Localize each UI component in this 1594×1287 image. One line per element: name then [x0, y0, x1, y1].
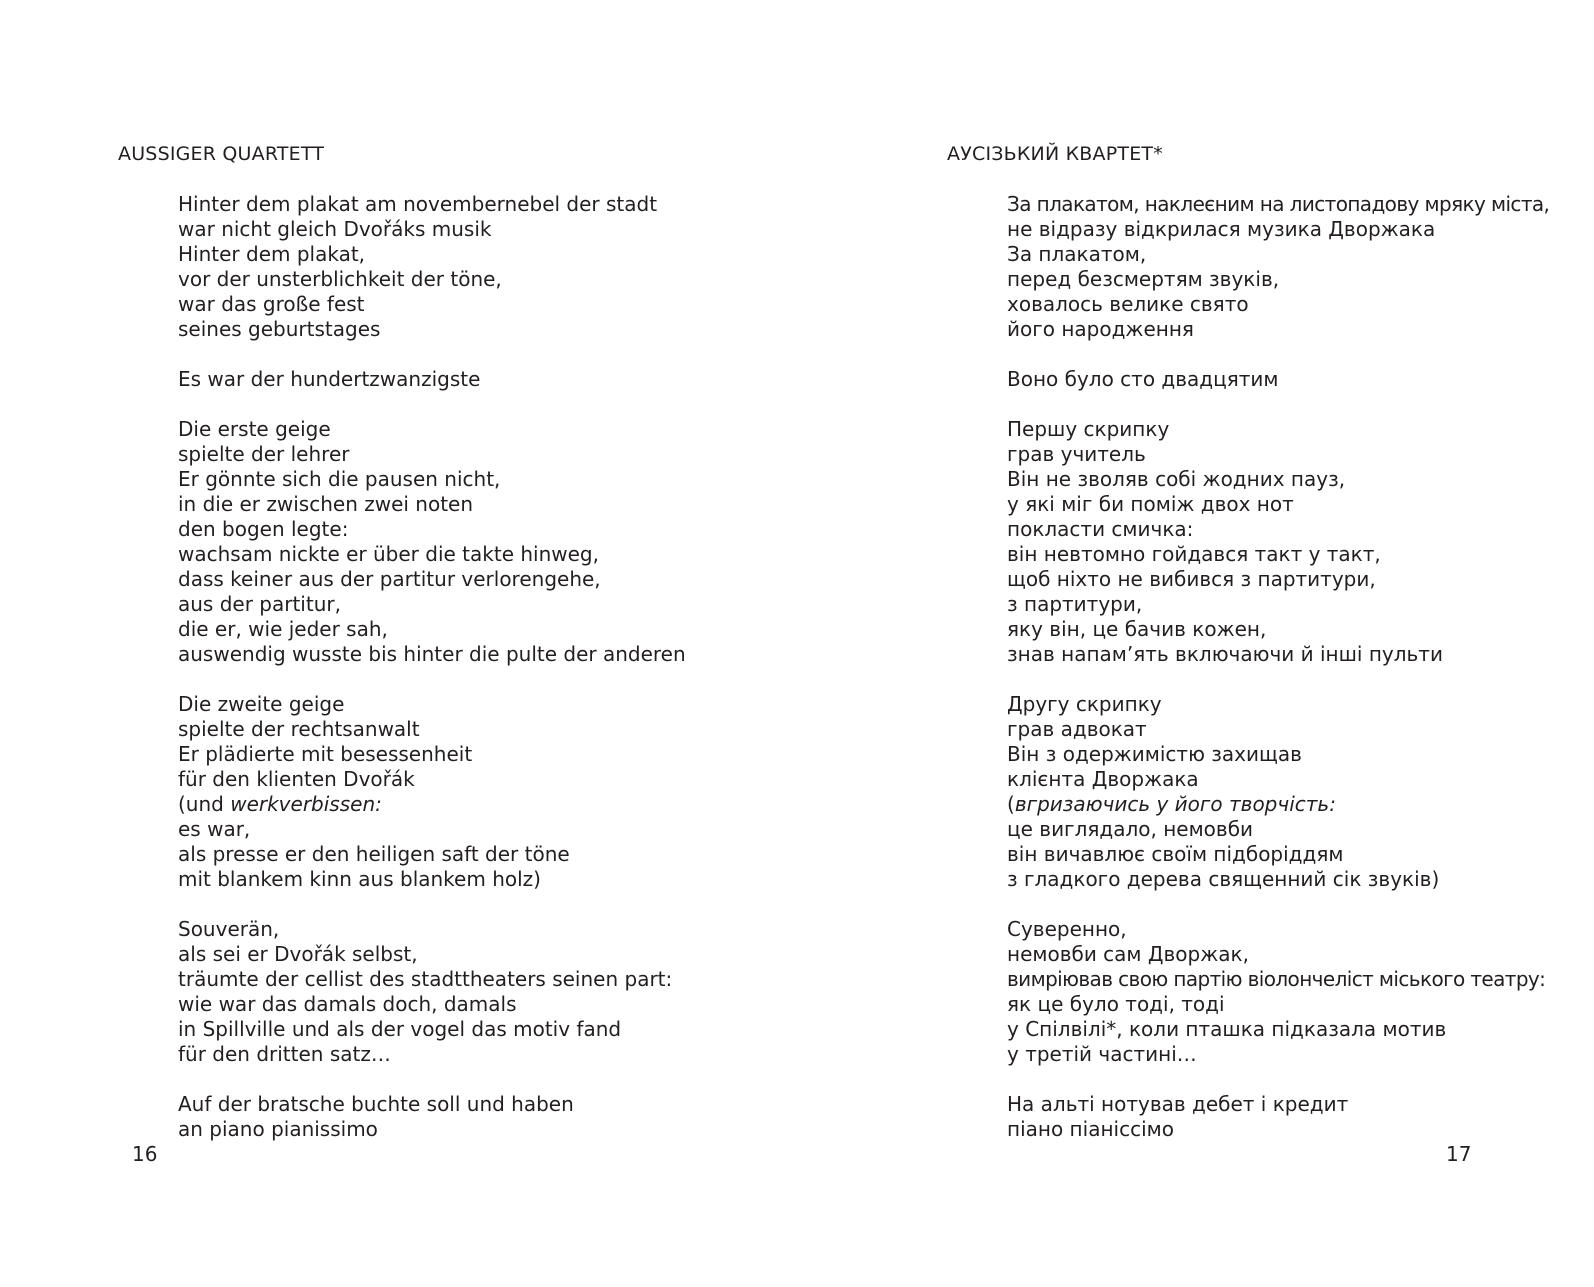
stanza-3 [178, 417, 686, 667]
stanza-2 [1007, 367, 1549, 392]
stanza-5 [1007, 917, 1549, 1067]
verse-line-mixed [1007, 792, 1549, 817]
verse-line: Він не зволяв собі жодних пауз, [1007, 467, 1346, 491]
verse-segment-italic: вгризаючись у його творчість: [1014, 792, 1336, 816]
verse-line: als sei er Dvořák selbst, [178, 942, 418, 966]
poem-title-ukrainian: АУСІЗЬКИЙ КВАРТЕТ* [947, 143, 1163, 165]
verse-line: dass keiner aus der partitur verlorengehe, [178, 567, 601, 591]
page-number-right: 17 [1446, 1142, 1472, 1166]
verse-line: die er, wie jeder sah, [178, 617, 388, 641]
verse-line: щоб ніхто не вибився з партитури, [1007, 567, 1376, 591]
verse-line: es war, [178, 817, 251, 841]
stanza-1 [1007, 192, 1549, 342]
verse-line: яку він, це бачив кожен, [1007, 617, 1267, 641]
stanza-4 [178, 692, 686, 892]
verse-line: покласти смичка: [1007, 517, 1194, 541]
verse-line: у третій частині… [1007, 1042, 1197, 1066]
verse-line: грав учитель [1007, 442, 1146, 466]
verse-line: Es war der hundertzwanzigste [178, 367, 481, 391]
verse-line: aus der partitur, [178, 592, 341, 616]
verse-line: Er gönnte sich die pausen nicht, [178, 467, 501, 491]
verse-line: Hinter dem plakat, [178, 242, 366, 266]
stanza-4 [1007, 692, 1549, 892]
verse-line: spielte der lehrer [178, 442, 350, 466]
verse-line: Er plädierte mit besessenheit [178, 742, 473, 766]
verse-line: spielte der rechtsanwalt [178, 717, 420, 741]
verse-line: war das große fest [178, 292, 365, 316]
poem-body-ukrainian [1007, 192, 1549, 1142]
verse-line: Суверенно, [1007, 917, 1127, 941]
verse-line: клієнта Дворжака [1007, 767, 1199, 791]
stanza-6 [1007, 1092, 1549, 1142]
verse-line: Він з одержимістю захищав [1007, 742, 1302, 766]
verse-line: Auf der bratsche buchte soll und haben [178, 1092, 574, 1116]
poem-title-german: AUSSIGER QUARTETT [118, 143, 325, 165]
verse-line: wie war das damals doch, damals [178, 992, 517, 1016]
verse-line: mit blankem kinn aus blankem holz) [178, 867, 541, 891]
verse-segment: ( [1007, 792, 1015, 816]
stanza-2 [178, 367, 686, 392]
stanza-3 [1007, 417, 1549, 667]
verse-line: als presse er den heiligen saft der töne [178, 842, 570, 866]
verse-line: у які міг би поміж двох нот [1007, 492, 1294, 516]
verse-line: у Спілвілі*, коли пташка підказала мотив [1007, 1017, 1447, 1041]
verse-line: знав напам’ять включаючи й інші пульти [1007, 642, 1443, 666]
verse-line: це виглядало, немовби [1007, 817, 1254, 841]
verse-line-mixed [178, 792, 686, 817]
verse-line: Die zweite geige [178, 692, 345, 716]
right-page [797, 0, 1594, 1287]
poem-body-german [178, 192, 686, 1142]
verse-line: грав адвокат [1007, 717, 1147, 741]
verse-line: перед безсмертям звуків, [1007, 267, 1280, 291]
verse-line: auswendig wusste bis hinter die pulte der anderen [178, 642, 686, 666]
verse-line: für den dritten satz… [178, 1042, 391, 1066]
verse-line: Souverän, [178, 917, 280, 941]
stanza-1 [178, 192, 686, 342]
verse-line: Першу скрипку [1007, 417, 1170, 441]
verse-line: він невтомно гойдався такт у такт, [1007, 542, 1381, 566]
verse-line: seines geburtstages [178, 317, 381, 341]
verse-line: Die erste geige [178, 417, 331, 441]
verse-line: з гладкого дерева священний сік звуків) [1007, 867, 1440, 891]
verse-line: За плакатом, [1007, 242, 1147, 266]
verse-line: vor der unsterblichkeit der töne, [178, 267, 502, 291]
page-number-left: 16 [132, 1142, 158, 1166]
verse-line: Hinter dem plakat am novembernebel der stadt [178, 192, 658, 216]
verse-segment: (und [178, 792, 231, 816]
verse-line: як це було тоді, тоді [1007, 992, 1225, 1016]
verse-line: den bogen legte: [178, 517, 349, 541]
verse-line: für den klienten Dvořák [178, 767, 415, 791]
verse-line: Воно було сто двадцятим [1007, 367, 1279, 391]
verse-line: його народження [1007, 317, 1194, 341]
verse-line: an piano pianissimo [178, 1117, 378, 1141]
verse-line: він вичавлює своїм підборіддям [1007, 842, 1344, 866]
verse-line: ховалось велике свято [1007, 292, 1249, 316]
verse-line: wachsam nickte er über die takte hinweg, [178, 542, 599, 566]
verse-line: не відразу відкрилася музика Дворжака [1007, 217, 1436, 241]
verse-line: немовби сам Дворжак, [1007, 942, 1249, 966]
verse-line: На альті нотував дебет і кредит [1007, 1092, 1349, 1116]
stanza-6 [178, 1092, 686, 1142]
verse-line: Другу скрипку [1007, 692, 1162, 716]
stanza-5 [178, 917, 686, 1067]
verse-line: вимріював свою партію віолончеліст міського театру: [1007, 967, 1546, 991]
verse-line: з партитури, [1007, 592, 1143, 616]
verse-line: war nicht gleich Dvořáks musik [178, 217, 492, 241]
verse-line: träumte der cellist des stadttheaters seinen part: [178, 967, 673, 991]
verse-segment-italic: werkverbissen: [230, 792, 382, 816]
verse-line: in Spillville und als der vogel das motiv fand [178, 1017, 622, 1041]
verse-line: За плакатом, наклеєним на листопадову мряку міста, [1007, 192, 1550, 216]
verse-line: in die er zwischen zwei noten [178, 492, 474, 516]
verse-line: піано піаніссімо [1007, 1117, 1174, 1141]
